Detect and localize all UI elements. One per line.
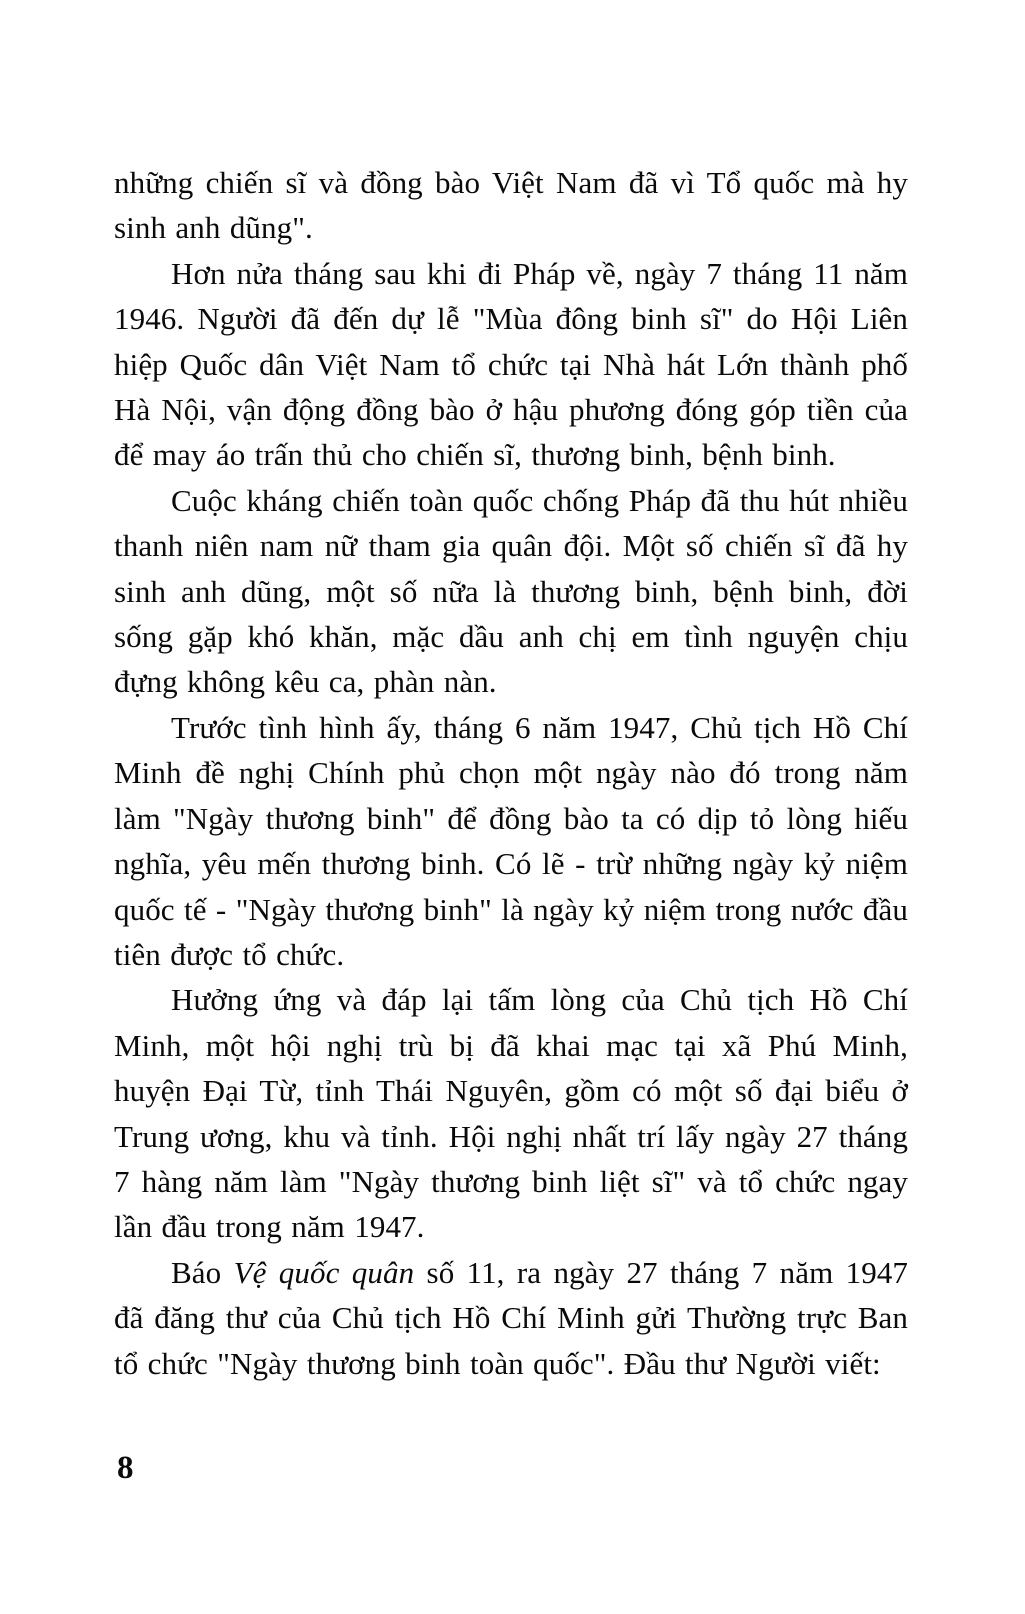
text-segment: Hơn nửa tháng sau khi đi Pháp về, ngày 7 tháng 11 năm 1946. Người đã đến dự lễ "Mùa đông binh sĩ" do Hội Liên hiệp Quốc dân Việt Nam tổ chức tại Nhà hát Lớn thành phố Hà Nội, vận động đồng bào ở hậu phương đóng góp tiền của để may áo trấn thủ cho chiến sĩ, thương binh, bệnh binh. bbox=[114, 255, 908, 473]
paragraph bbox=[114, 977, 908, 1249]
text-segment: những chiến sĩ và đồng bào Việt Nam đã vì Tổ quốc mà hy sinh anh dũng". bbox=[114, 165, 908, 246]
paragraph bbox=[114, 160, 908, 251]
paragraph bbox=[114, 478, 908, 705]
text-segment: số 11, ra ngày 27 tháng 7 năm 1947 đã đăng thư của Chủ tịch Hồ Chí Minh gửi Thường trực Ban tổ chức "Ngày thương binh toàn quốc". Đầu thư Người viết: bbox=[114, 1254, 909, 1381]
text-segment: Báo bbox=[171, 1254, 234, 1290]
paragraph bbox=[114, 251, 908, 478]
page-number: 8 bbox=[117, 1450, 134, 1486]
text-segment: Hưởng ứng và đáp lại tấm lòng của Chủ tịch Hồ Chí Minh, một hội nghị trù bị đã khai mạc tại xã Phú Minh, huyện Đại Từ, tỉnh Thái Nguyên, gồm có một số đại biểu ở Trung ương, khu và tỉnh. Hội nghị nhất trí lấy ngày 27 tháng 7 hàng năm làm "Ngày thương binh liệt sĩ" và tổ chức ngay lần đầu trong năm 1947. bbox=[114, 982, 908, 1245]
text-segment: Cuộc kháng chiến toàn quốc chống Pháp đã thu hút nhiều thanh niên nam nữ tham gia quân đội. Một số chiến sĩ đã hy sinh anh dũng, một số nữa là thương binh, bệnh binh, đời sống gặp khó khăn, mặc dầu anh chị em tình nguyện chịu đựng không kêu ca, phàn nàn. bbox=[114, 482, 908, 700]
italic-text-segment: Vệ quốc quân bbox=[233, 1254, 415, 1290]
paragraph bbox=[114, 1250, 908, 1386]
text-segment: Trước tình hình ấy, tháng 6 năm 1947, Chủ tịch Hồ Chí Minh đề nghị Chính phủ chọn một ngày nào đó trong năm làm "Ngày thương binh" để đồng bào ta có dịp tỏ lòng hiếu nghĩa, yêu mến thương binh. Có lẽ - trừ những ngày kỷ niệm quốc tế - "Ngày thương binh" là ngày kỷ niệm trong nước đầu tiên được tổ chức. bbox=[114, 709, 908, 972]
body-text bbox=[114, 160, 908, 1386]
paragraph bbox=[114, 705, 908, 977]
